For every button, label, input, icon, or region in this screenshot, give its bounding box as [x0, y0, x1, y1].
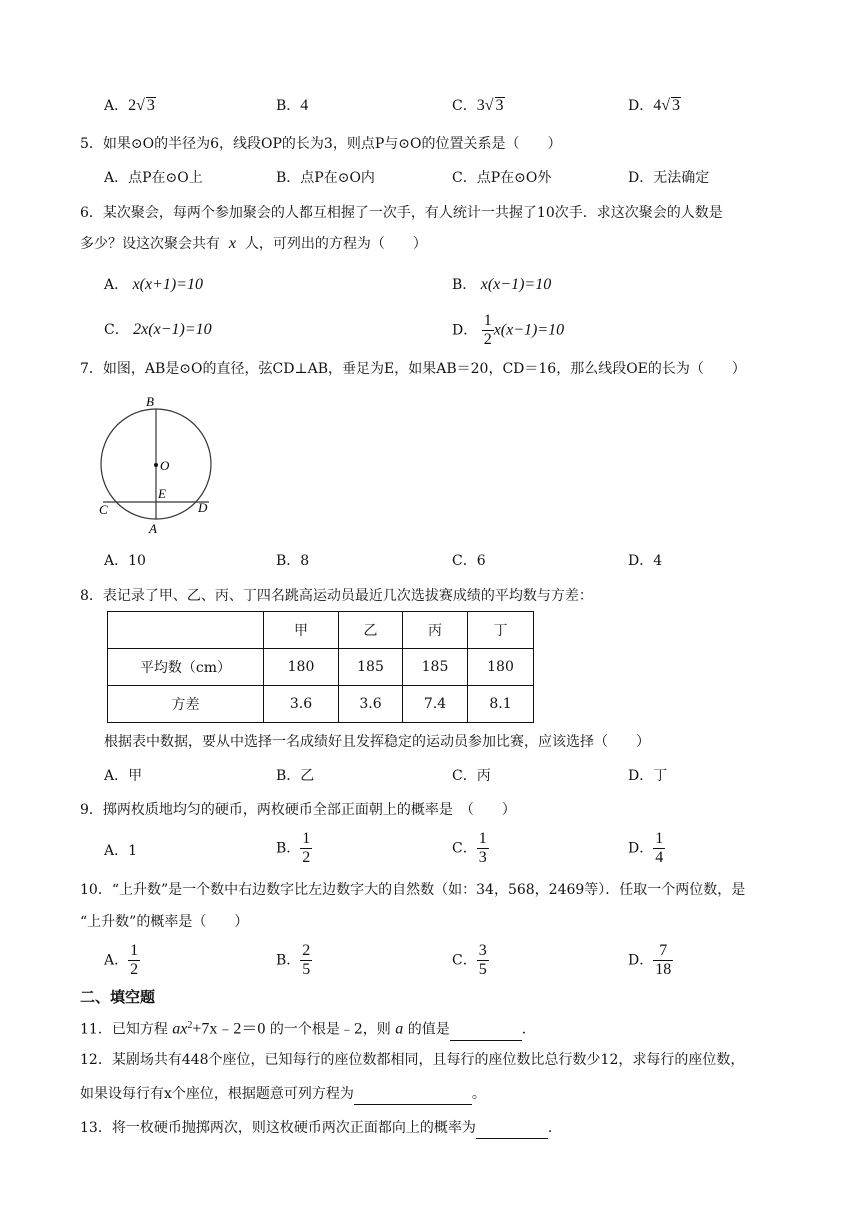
- q6-option-a: A． x(x+1)=10: [104, 276, 204, 293]
- table-cell: 平均数（cm）: [108, 649, 264, 686]
- table-cell: 185: [403, 649, 468, 686]
- q9-option-d: D． $\frac{1}{4}$: [628, 830, 664, 866]
- q10-option-d: D． $\frac{7}{18}$: [628, 942, 672, 978]
- q12-stem-line2: 如果设每行有x个座位，根据题意可列方程为 。: [80, 1084, 486, 1105]
- q10-option-b: B． $\frac{2}{5}$: [276, 942, 311, 978]
- q6-stem-line1: 6．某次聚会，每两个参加聚会的人都互相握了一次手，有人统计一共握了10次手．求这次聚会的人数是: [80, 205, 723, 221]
- q6-d-fraction: $\frac{1}{2}$: [483, 312, 492, 348]
- q10-option-c: C． $\frac{3}{5}$: [452, 942, 487, 978]
- q4-option-d: D．4√ 3: [628, 97, 681, 114]
- table-cell: 丙: [403, 612, 468, 649]
- q5-stem: 5．如果⊙O的半径为6，线段OP的长为3，则点P与⊙O的位置关系是（ ）: [80, 136, 562, 152]
- table-cell: 185: [339, 649, 403, 686]
- table-row: [108, 686, 534, 723]
- q4-option-b: B．4: [276, 97, 309, 114]
- table-cell: 丁: [468, 612, 534, 649]
- q7-stem: 7．如图，AB是⊙O的直径，弦CD⊥AB，垂足为E，如果AB＝20，CD＝16，那么线段OE的长为（ ）: [80, 361, 746, 377]
- table-cell: 乙: [339, 612, 403, 649]
- table-cell: [108, 612, 264, 649]
- q7-option-a: A．10: [104, 553, 146, 569]
- q11-stem: 11．已知方程 $ax^2+7x﹣2=0$ 的一个根是﹣2，则 a 的值是 ．: [80, 1016, 536, 1041]
- q9-option-c: C． $\frac{1}{3}$: [452, 830, 487, 866]
- q8-option-c: C．丙: [452, 768, 491, 784]
- section-heading: 二、填空题: [80, 988, 156, 1006]
- q13-answer-blank[interactable]: [476, 1118, 548, 1139]
- q5-option-d: D．无法确定: [628, 170, 710, 186]
- q13-stem: 13．将一枚硬币抛掷两次，则这枚硬币两次正面都向上的概率为 ．: [80, 1118, 562, 1139]
- q10-option-a: A． $\frac{1}{2}$: [104, 942, 139, 978]
- q9-option-a: A．1: [104, 843, 138, 859]
- q4-option-c: C．3√ 3: [452, 97, 504, 114]
- q9-option-b: B． $\frac{1}{2}$: [276, 830, 311, 866]
- q7-option-c: C．6: [452, 553, 486, 569]
- label-e: E: [158, 486, 166, 501]
- label-o: O: [160, 458, 170, 473]
- center-point: [154, 463, 158, 467]
- label-b: B: [146, 394, 154, 409]
- q4-option-a: A．2√ 3: [104, 97, 155, 114]
- table-cell: 180: [468, 649, 534, 686]
- table-cell: 180: [264, 649, 339, 686]
- table-cell: 8.1: [468, 686, 534, 723]
- label-c: C: [99, 502, 108, 517]
- q10-stem-line1: 10．“上升数”是一个数中右边数字比左边数字大的自然数（如：34，568，2469等）．任取一个两位数，是: [80, 882, 746, 898]
- q8-option-a: A．甲: [104, 768, 143, 784]
- q7-option-b: B．8: [276, 553, 310, 569]
- q10-stem-line2: “上升数”的概率是（ ）: [80, 914, 249, 930]
- q8-option-b: B．乙: [276, 768, 315, 784]
- q11-answer-blank[interactable]: [450, 1020, 522, 1041]
- q8-option-d: D．丁: [628, 768, 668, 784]
- table-cell: 方差: [108, 686, 264, 723]
- q5-option-b: B．点P在⊙O内: [276, 170, 375, 186]
- q5-option-c: C．点P在⊙O外: [452, 170, 552, 186]
- score-table: [107, 611, 534, 723]
- q6-option-b: B． x(x−1)=10: [452, 276, 552, 293]
- q9-stem: 9．掷两枚质地均匀的硬币，两枚硬币全部正面朝上的概率是 （ ）: [80, 802, 516, 818]
- table-cell: 3.6: [339, 686, 403, 723]
- q12-stem-line1: 12．某剧场共有448个座位，已知每行的座位数都相同，且每行的座位数比总行数少12，求每行的座位数，: [80, 1052, 745, 1068]
- q6-option-c: C． 2x(x−1)=10: [104, 321, 212, 338]
- circle-diagram: [96, 390, 220, 540]
- q7-option-d: D．4: [628, 553, 663, 569]
- q8-stem: 8．表记录了甲、乙、丙、丁四名跳高运动员最近几次选拔赛成绩的平均数与方差：: [80, 588, 593, 604]
- label-d: D: [198, 500, 208, 515]
- q6-option-d: D． $\frac{1}{2}$ x(x−1)=10: [452, 312, 565, 348]
- table-header-row: [108, 612, 534, 649]
- table-row: [108, 649, 534, 686]
- q6-stem-line2: 多少？设这次聚会共有 x 人，可列出的方程为（ ）: [80, 235, 427, 252]
- q12-answer-blank[interactable]: [354, 1084, 472, 1105]
- table-cell: 7.4: [403, 686, 468, 723]
- label-a: A: [149, 521, 157, 536]
- table-cell: 甲: [264, 612, 339, 649]
- q5-option-a: A．点P在⊙O上: [104, 170, 203, 186]
- table-cell: 3.6: [264, 686, 339, 723]
- q8-note: 根据表中数据，要从中选择一名成绩好且发挥稳定的运动员参加比赛，应该选择（ ）: [104, 734, 650, 750]
